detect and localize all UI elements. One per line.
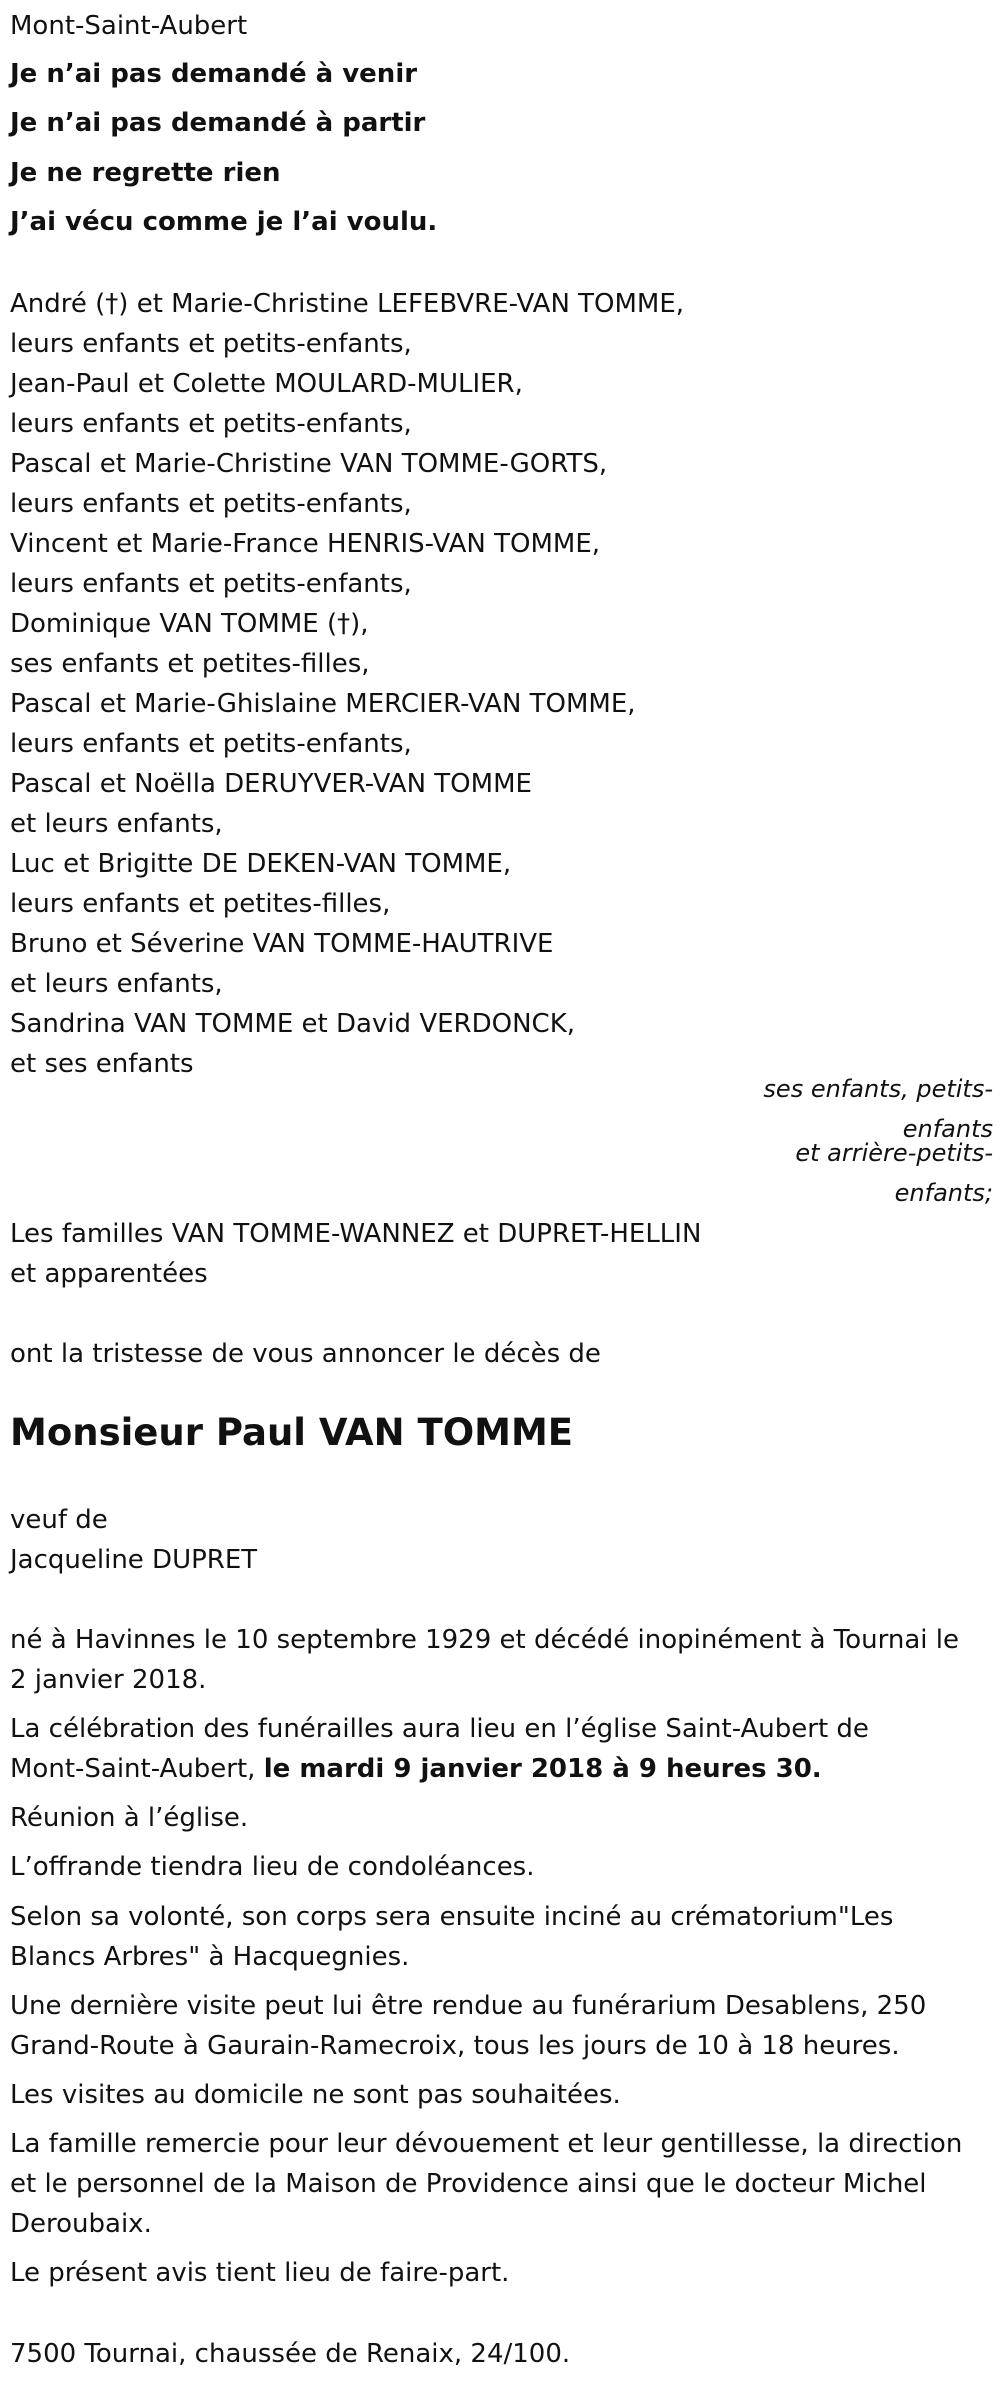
family-line: André (†) et Marie-Christine LEFEBVRE-VAN TOMME, [10, 289, 685, 319]
family-line: Jean-Paul et Colette MOULARD-MULIER, [10, 369, 523, 399]
family-line: leurs enfants et petits-enfants, [10, 569, 412, 599]
family-line: et leurs enfants, [10, 969, 223, 999]
offering-text: L’offrande tiendra lieu de condoléances. [10, 1852, 535, 1882]
side-note-line: et arrière-petits- [795, 1139, 993, 1167]
side-note-line: enfants; [894, 1179, 993, 1207]
family-line: leurs enfants et petits-enfants, [10, 729, 412, 759]
poem-line: Je n’ai pas demandé à partir [10, 108, 426, 138]
funeral-date: le mardi 9 janvier 2018 à 9 heures 30. [263, 1754, 822, 1784]
family-line: Vincent et Marie-France HENRIS-VAN TOMME, [10, 529, 601, 559]
poem-line: Je ne regrette rien [10, 158, 281, 188]
thanks-line: La famille remercie pour leur dévouement et leur gentillesse, la direction [10, 2129, 963, 2159]
funeral-place: Mont-Saint-Aubert, [10, 1754, 264, 1784]
side-note-line: ses enfants, petits- [763, 1075, 993, 1103]
family-line: Sandrina VAN TOMME et David VERDONCK, [10, 1009, 576, 1039]
deceased-name: Monsieur Paul VAN TOMME [10, 1411, 574, 1454]
funeral-line [10, 1749, 822, 1789]
family-line: Pascal et Marie-Christine VAN TOMME-GORTS, [10, 449, 608, 479]
family-line: Luc et Brigitte DE DEKEN-VAN TOMME, [10, 849, 512, 879]
family-line: et ses enfants [10, 1049, 194, 1079]
widower-label: veuf de [10, 1505, 108, 1535]
cremation-line: Selon sa volonté, son corps sera ensuite inciné au crématorium"Les [10, 1902, 894, 1932]
family-line: Pascal et Noëlla DERUYVER-VAN TOMME [10, 769, 532, 799]
visit-line: Une dernière visite peut lui être rendue au funérarium Desablens, 250 [10, 1991, 927, 2021]
funeral-line: La célébration des funérailles aura lieu en l’église Saint-Aubert de [10, 1714, 869, 1744]
family-line: ses enfants et petites-filles, [10, 649, 370, 679]
extended-family-line: et apparentées [10, 1259, 208, 1289]
side-note-line: enfants [902, 1115, 993, 1143]
extended-family-line: Les familles VAN TOMME-WANNEZ et DUPRET-HELLIN [10, 1219, 702, 1249]
cremation-line: Blancs Arbres" à Hacquegnies. [10, 1942, 410, 1972]
birth-death-line: né à Havinnes le 10 septembre 1929 et décédé inopinément à Tournai le [10, 1625, 959, 1655]
family-line: Dominique VAN TOMME (†), [10, 609, 369, 639]
announcement-text: ont la tristesse de vous annoncer le décès de [10, 1339, 601, 1369]
notice-text: Le présent avis tient lieu de faire-part. [10, 2258, 510, 2288]
thanks-line: Deroubaix. [10, 2209, 152, 2239]
family-line: leurs enfants et petites-filles, [10, 889, 391, 919]
place-name: Mont-Saint-Aubert [10, 11, 248, 41]
address-text: 7500 Tournai, chaussée de Renaix, 24/100. [10, 2339, 571, 2369]
family-line: leurs enfants et petits-enfants, [10, 329, 412, 359]
family-line: et leurs enfants, [10, 809, 223, 839]
poem-line: Je n’ai pas demandé à venir [10, 59, 418, 89]
thanks-line: et le personnel de la Maison de Providence ainsi que le docteur Michel [10, 2169, 927, 2199]
meeting-text: Réunion à l’église. [10, 1803, 249, 1833]
visit-line: Grand-Route à Gaurain-Ramecroix, tous les jours de 10 à 18 heures. [10, 2031, 900, 2061]
family-line: Pascal et Marie-Ghislaine MERCIER-VAN TOMME, [10, 689, 636, 719]
family-line: Bruno et Séverine VAN TOMME-HAUTRIVE [10, 929, 554, 959]
birth-death-line: 2 janvier 2018. [10, 1665, 207, 1695]
home-visits-text: Les visites au domicile ne sont pas souhaitées. [10, 2080, 621, 2110]
spouse-name: Jacqueline DUPRET [10, 1545, 258, 1575]
family-line: leurs enfants et petits-enfants, [10, 409, 412, 439]
family-line: leurs enfants et petits-enfants, [10, 489, 412, 519]
poem-line: J’ai vécu comme je l’ai voulu. [10, 207, 438, 237]
